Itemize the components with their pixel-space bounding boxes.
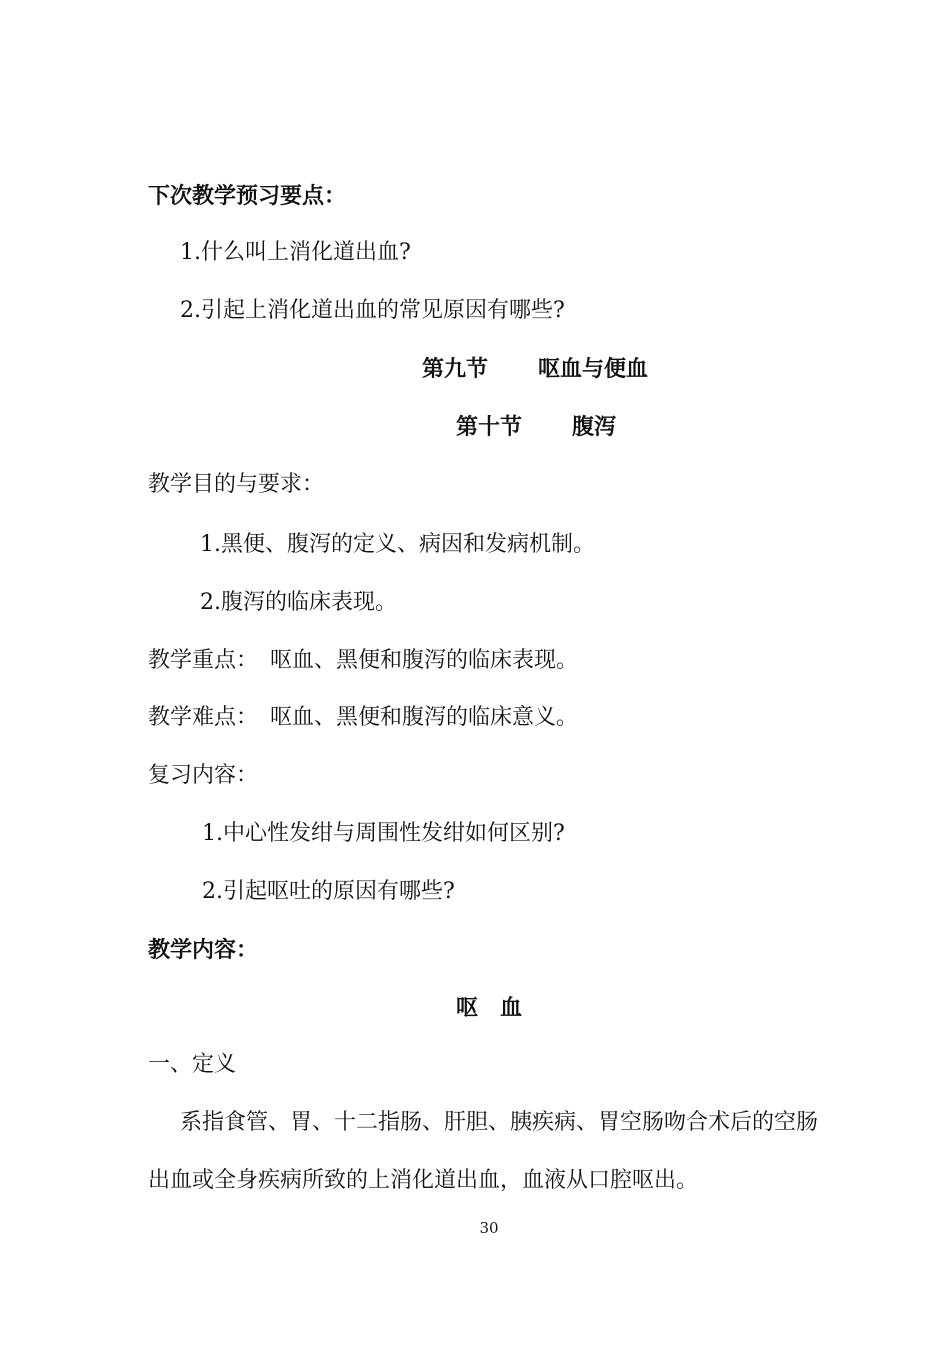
- review-heading: 复习内容：: [148, 763, 259, 788]
- section-9-number: 第九节: [422, 356, 489, 382]
- page-number: 30: [479, 1219, 499, 1237]
- content-heading: 教学内容：: [148, 937, 259, 963]
- section-10-number: 第十节: [456, 414, 523, 440]
- definition-heading: 一、定义: [148, 1052, 237, 1077]
- difficult-points-text: 呕血、黑便和腹泻的临床意义。: [270, 705, 579, 730]
- objective-item-2: 2.腹泻的临床表现。: [200, 590, 397, 615]
- review-item-2: 2.引起呕吐的原因有哪些?: [202, 879, 455, 904]
- key-points-label: 教学重点：: [148, 648, 259, 673]
- section-9-title: 呕血与便血: [538, 356, 649, 382]
- preview-heading: 下次教学预习要点：: [148, 183, 347, 209]
- difficult-points: [148, 703, 578, 733]
- preview-item-2: 2.引起上消化道出血的常见原因有哪些?: [180, 298, 565, 323]
- section-10-title: 腹泻: [572, 414, 617, 440]
- review-item-1: 1.中心性发绀与周围性发绀如何区别?: [202, 821, 565, 846]
- objective-item-1: 1.黑便、腹泻的定义、病因和发病机制。: [200, 532, 595, 557]
- definition-line-1: 系指食管、胃、十二指肠、肝胆、胰疾病、胃空肠吻合术后的空肠: [180, 1110, 819, 1135]
- key-points-text: 呕血、黑便和腹泻的临床表现。: [270, 648, 579, 673]
- content-topic: 呕 血: [456, 995, 523, 1021]
- definition-line-2: 出血或全身疾病所致的上消化道出血，血液从口腔呕出。: [148, 1168, 699, 1193]
- section-9-heading: [422, 354, 648, 384]
- objectives-heading: 教学目的与要求：: [148, 472, 325, 497]
- key-points: [148, 646, 578, 676]
- difficult-points-label: 教学难点：: [148, 705, 259, 730]
- section-10-heading: [456, 412, 616, 442]
- preview-item-1: 1.什么叫上消化道出血?: [180, 240, 411, 265]
